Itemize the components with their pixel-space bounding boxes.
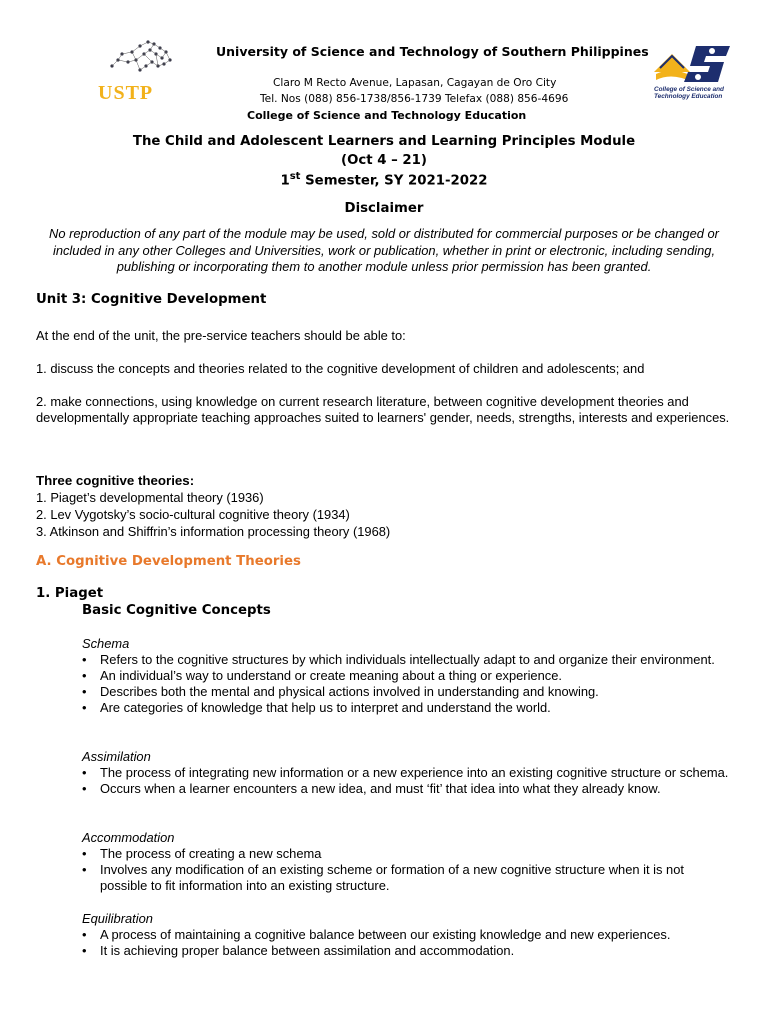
bullet-item [82, 846, 732, 862]
cste-logo [652, 42, 736, 110]
theory-item: 1. Piaget’s developmental theory (1936) [36, 490, 264, 505]
module-dates: (Oct 4 – 21) [341, 153, 427, 168]
bullet-item [82, 943, 732, 959]
bullet-list [82, 927, 732, 959]
university-address: Claro M Recto Avenue, Lapasan, Cagayan de Oro City [273, 77, 557, 89]
unit-intro: At the end of the unit, the pre-service teachers should be able to: [36, 328, 406, 343]
concept-assimilation [82, 749, 732, 797]
semester-number: 1 [280, 173, 290, 189]
semester-suffix: st [289, 171, 301, 182]
ustp-logo-text: USTP [98, 82, 154, 104]
basic-concepts-heading: Basic Cognitive Concepts [82, 603, 271, 618]
bullet-text: An individual’s way to understand or create meaning about a thing or experience. [100, 668, 562, 683]
bullet-item [82, 862, 732, 894]
university-name: University of Science and Technology of Southern Philippines [216, 44, 649, 59]
section-a-heading: A. Cognitive Development Theories [36, 554, 301, 569]
theories-list [36, 489, 390, 540]
unit-title: Unit 3: Cognitive Development [36, 292, 267, 307]
bullet-item [82, 668, 732, 684]
piaget-heading: 1. Piaget [36, 586, 104, 601]
bullet-icon: • [82, 765, 87, 780]
semester-text: Semester, SY 2021-2022 [300, 173, 488, 189]
bullet-text: The process of integrating new information or a new experience into an existing cognitive structure or schema. [100, 765, 729, 780]
bullet-text: Occurs when a learner encounters a new idea, and must ‘fit’ that idea into what they already know. [100, 781, 661, 796]
bullet-list [82, 846, 732, 894]
objective-2: 2. make connections, using knowledge on current research literature, between cognitive development theories and developmentally appropriate teaching approaches suited to learners' gender, needs, strengths, interests and experiences. [36, 394, 730, 425]
bullet-text: Refers to the cognitive structures by which individuals intellectually adapt to and organize their environment. [100, 652, 715, 667]
bullet-item [82, 781, 732, 797]
module-title: The Child and Adolescent Learners and Learning Principles Module [132, 134, 636, 149]
bullet-icon: • [82, 943, 87, 958]
theory-item: 3. Atkinson and Shiffrin’s information processing theory (1968) [36, 524, 391, 539]
bullet-icon: • [82, 652, 87, 667]
bullet-item [82, 927, 732, 943]
bullet-list [82, 765, 732, 797]
university-telephone: Tel. Nos (088) 856-1738/856-1739 Telefax (088) 856-4696 [260, 93, 569, 105]
theories-heading: Three cognitive theories: [36, 473, 195, 488]
theory-item: 2. Lev Vygotsky’s socio-cultural cognitive theory (1934) [36, 507, 350, 522]
bullet-item [82, 700, 732, 716]
bullet-text: A process of maintaining a cognitive balance between our existing knowledge and new experiences. [100, 927, 671, 942]
module-semester [0, 171, 768, 188]
bullet-text: It is achieving proper balance between assimilation and accommodation. [100, 943, 515, 958]
bullet-text: Describes both the mental and physical actions involved in understanding and knowing. [100, 684, 599, 699]
objective-1: 1. discuss the concepts and theories related to the cognitive development of children and adolescents; and [36, 361, 645, 376]
concept-name: Assimilation [82, 749, 151, 764]
concept-equilibration [82, 911, 732, 959]
ustp-logo [92, 36, 188, 108]
concept-name: Equilibration [82, 911, 153, 926]
bullet-icon: • [82, 700, 87, 715]
bullet-list [82, 652, 732, 716]
bullet-item [82, 652, 732, 668]
disclaimer-heading: Disclaimer [344, 201, 424, 216]
bullet-icon: • [82, 927, 87, 942]
disclaimer-text: No reproduction of any part of the module may be used, sold or distributed for commercial purposes or be changed or included in any other Colleges and Universities, work or publication, whether in print or electronic, including sending, publishing or incorporating them to another module unless prior permission has been granted. [49, 226, 719, 274]
bullet-icon: • [82, 668, 87, 683]
bullet-text: Involves any modification of an existing scheme or formation of a new cognitive structure when it is not possible to fit information into an existing structure. [100, 862, 684, 893]
bullet-text: Are categories of knowledge that help us to interpret and understand the world. [100, 700, 551, 715]
concept-name: Schema [82, 636, 130, 651]
bullet-icon: • [82, 862, 87, 877]
bullet-icon: • [82, 846, 87, 861]
concept-accommodation [82, 830, 732, 894]
college-name: College of Science and Technology Education [247, 109, 527, 122]
cste-logo-text: College of Science and Technology Education [654, 86, 724, 100]
bullet-item [82, 684, 732, 700]
bullet-icon: • [82, 781, 87, 796]
bullet-item [82, 765, 732, 781]
concept-name: Accommodation [82, 830, 175, 845]
bullet-text: The process of creating a new schema [100, 846, 322, 861]
book-s-icon [652, 42, 736, 88]
bullet-icon: • [82, 684, 87, 699]
concept-schema [82, 636, 732, 716]
